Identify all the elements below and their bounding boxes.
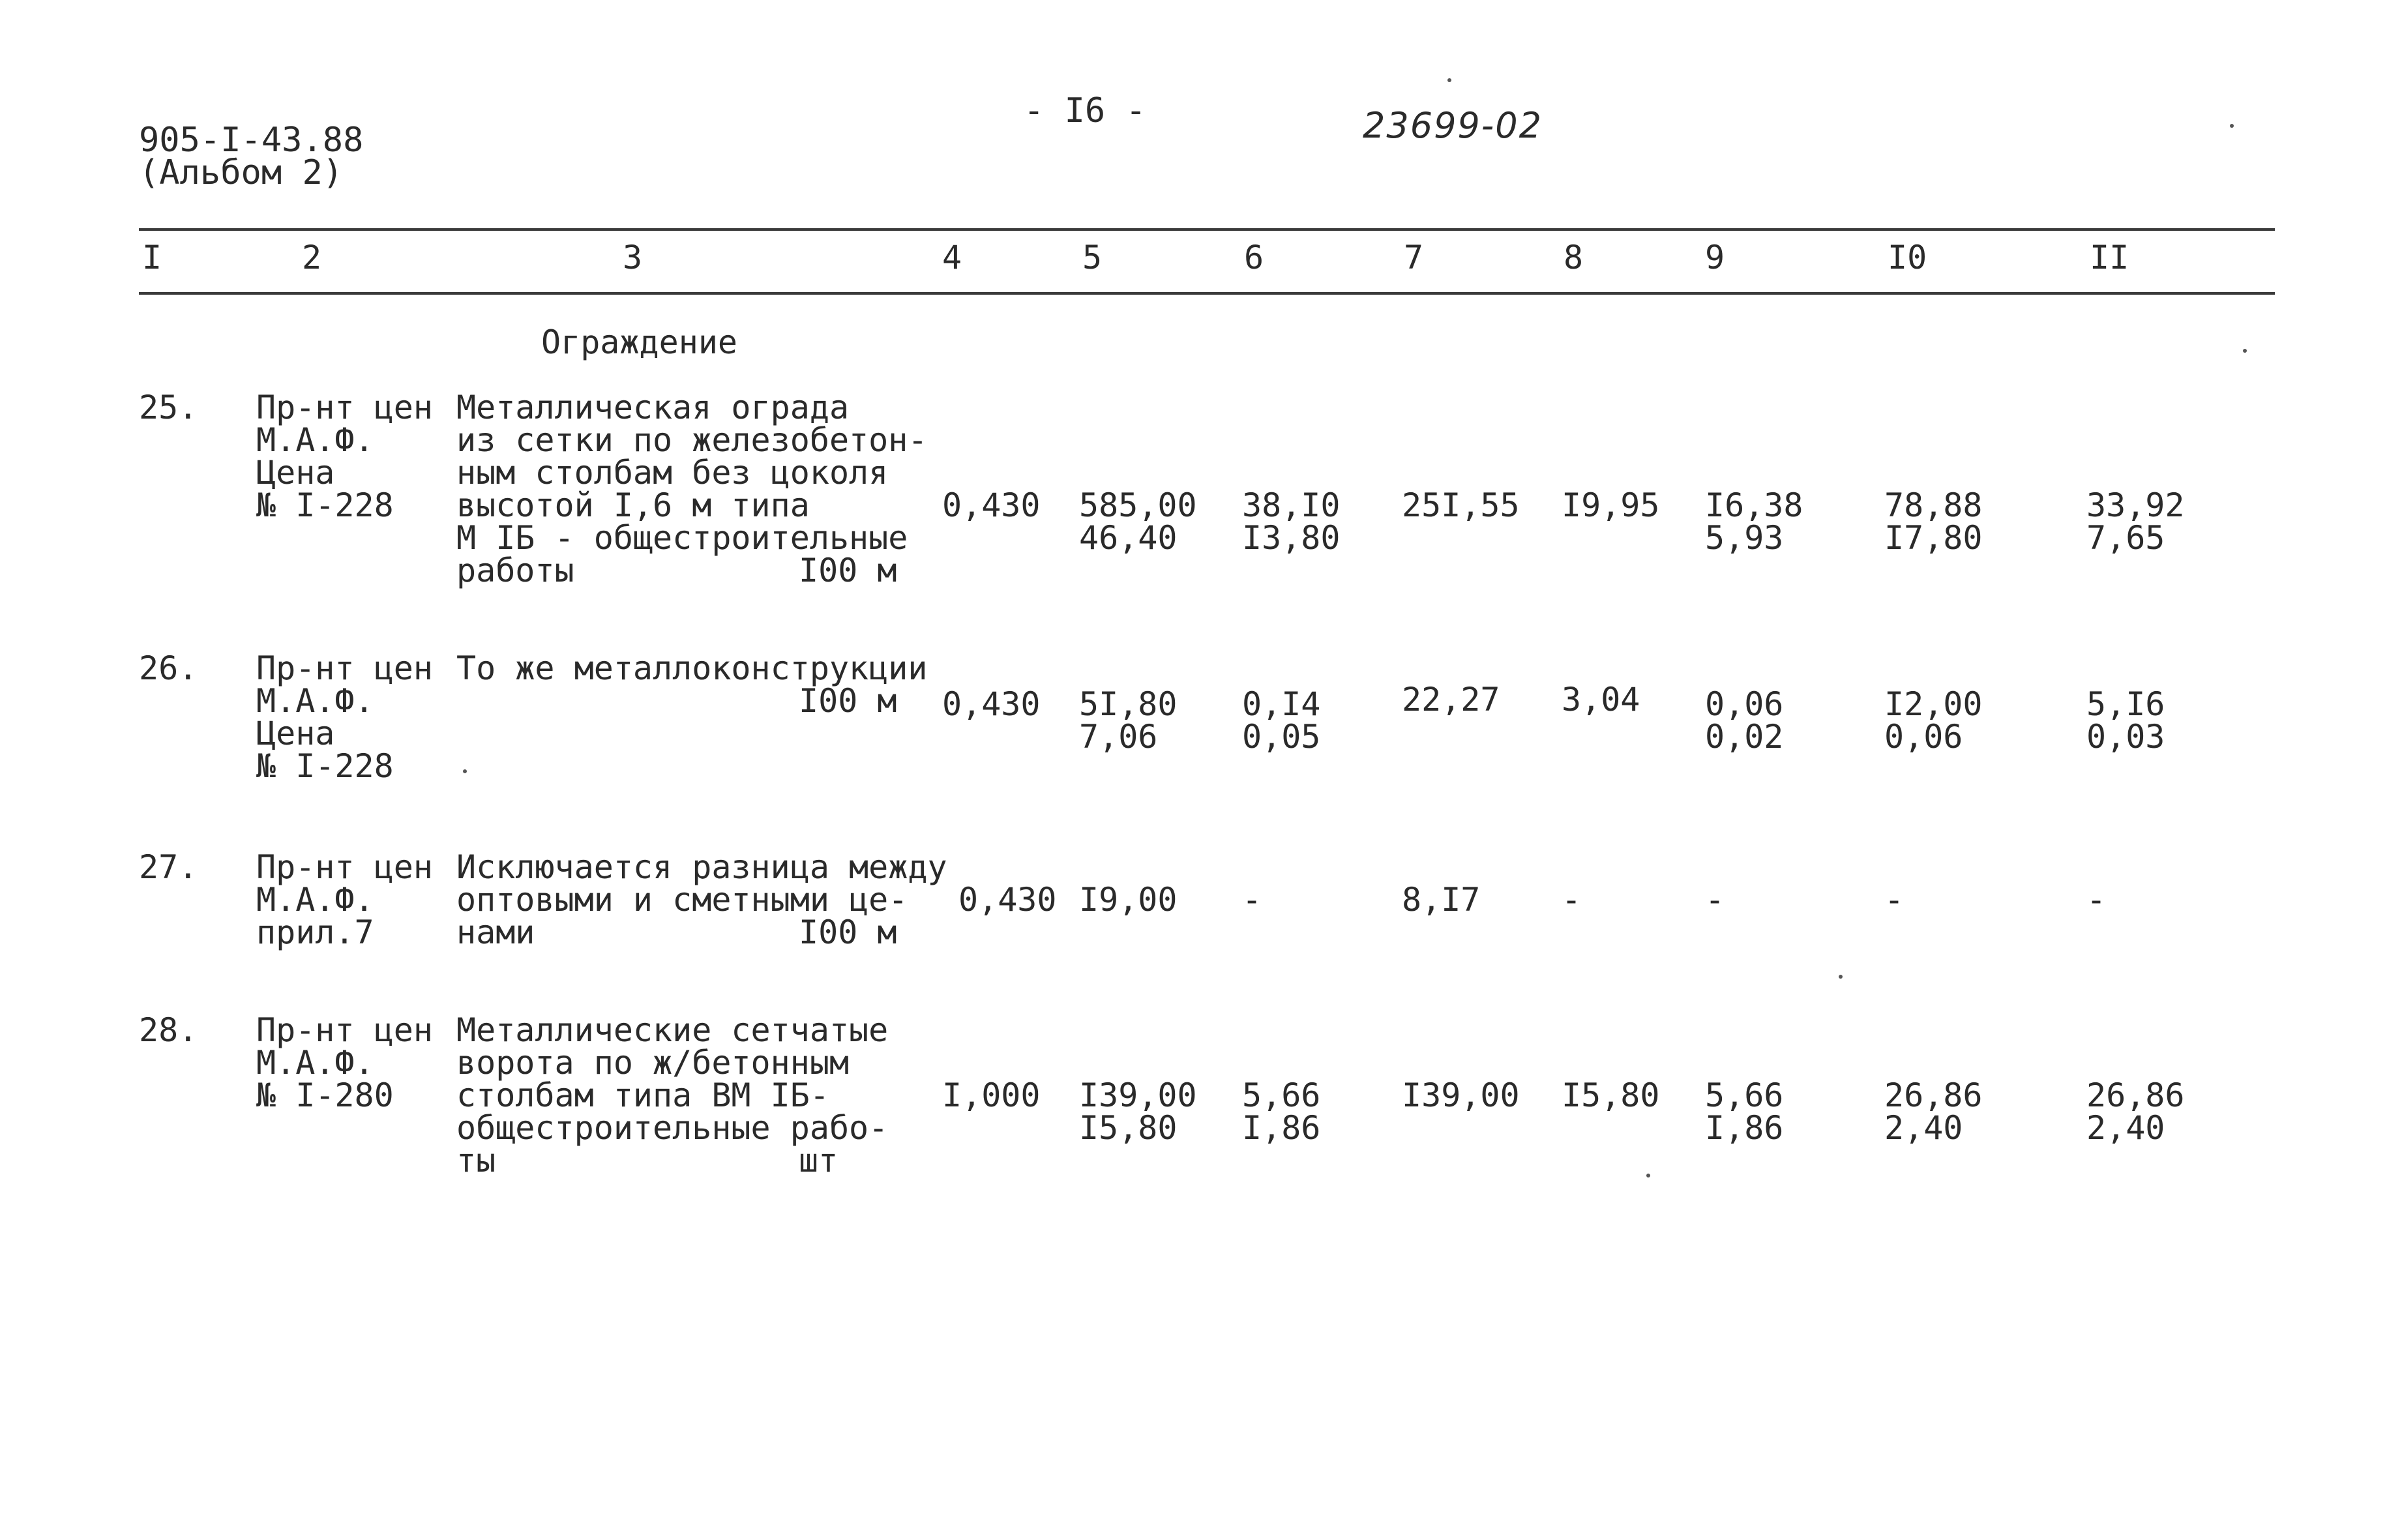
row-quantity: 0,430 — [942, 486, 1041, 524]
row-unit: шт — [799, 1142, 838, 1179]
cell-line: работы — [456, 552, 574, 589]
row-col8: I9,95 — [1562, 486, 1660, 524]
cell-line: 38,I0 — [1242, 486, 1341, 524]
cell-line: М.А.Ф. — [256, 682, 374, 720]
row-col9 — [1705, 881, 1725, 919]
row-col6 — [1242, 685, 1321, 756]
row-number: 27. — [139, 848, 198, 886]
row-col6 — [1242, 1076, 1321, 1147]
row-col5 — [1079, 881, 1178, 919]
row-unit: I00 м — [799, 552, 897, 589]
cell-line: - — [2086, 881, 2107, 919]
cell-line: Пр-нт цен — [256, 848, 433, 886]
row-number: 25. — [139, 389, 198, 426]
cell-line: 5,I6 — [2086, 685, 2165, 723]
cell-line: 26,86 — [2086, 1076, 2185, 1114]
row-quantity: I,000 — [942, 1076, 1041, 1114]
cell-line: М.А.Ф. — [256, 881, 374, 919]
scan-speck — [2243, 349, 2247, 353]
cell-line: М.А.Ф. — [256, 421, 374, 459]
cell-line: Металлические сетчатые — [456, 1011, 889, 1049]
cell-line: 46,40 — [1079, 519, 1178, 557]
row-col10 — [1884, 685, 1983, 756]
row-col5 — [1079, 486, 1197, 557]
row-col7: 25I,55 — [1402, 486, 1520, 524]
row-col9 — [1705, 685, 1784, 756]
cell-line: Пр-нт цен — [256, 389, 433, 426]
row-quantity: 0,430 — [942, 685, 1041, 723]
cell-line: 5,66 — [1705, 1076, 1784, 1114]
row-basis — [256, 848, 433, 951]
row-col7: 22,27 — [1402, 681, 1500, 718]
cell-line: I7,80 — [1884, 519, 1983, 557]
cell-line: 0,06 — [1884, 718, 1963, 756]
row-col7: I39,00 — [1402, 1076, 1520, 1114]
row-col6 — [1242, 881, 1262, 919]
cell-line: Исключается разница между — [456, 848, 947, 886]
cell-line: № I-228 — [256, 747, 394, 785]
row-col11 — [2086, 881, 2107, 919]
row-col6 — [1242, 486, 1341, 557]
row-col11 — [2086, 1076, 2185, 1147]
cell-line: нами — [456, 913, 535, 951]
row-col11 — [2086, 486, 2185, 557]
row-col5 — [1079, 685, 1178, 756]
row-col8: 3,04 — [1562, 681, 1640, 718]
row-number: 28. — [139, 1011, 198, 1049]
cell-line: I9,00 — [1079, 881, 1178, 919]
row-col8: - — [1562, 881, 1582, 919]
section-title: Ограждение — [541, 323, 738, 361]
row-number: 26. — [139, 649, 198, 687]
cell-line: высотой I,6 м типа — [456, 486, 810, 524]
cell-line: I3,80 — [1242, 519, 1341, 557]
row-basis — [256, 391, 433, 522]
cell-line: - — [1884, 881, 1905, 919]
cell-line: То же металлоконструкции — [456, 649, 928, 687]
row-col9 — [1705, 486, 1803, 557]
column-number-7: 7 — [1404, 239, 1424, 276]
cell-line: 0,05 — [1242, 718, 1321, 756]
row-col7: 8,I7 — [1402, 881, 1481, 919]
cell-line: 5,93 — [1705, 519, 1784, 557]
row-col10 — [1884, 1076, 1983, 1147]
scan-speck — [463, 769, 467, 773]
column-number-8: 8 — [1564, 239, 1584, 276]
cell-line: столбам типа ВМ IБ- — [456, 1076, 829, 1114]
table-header-bottom-rule — [139, 292, 2275, 295]
cell-line: 0,02 — [1705, 718, 1784, 756]
cell-line: из сетки по железобетон- — [456, 421, 928, 459]
cell-line: Цена — [256, 454, 335, 492]
column-number-11: II — [2090, 239, 2129, 276]
cell-line: Пр-нт цен — [256, 649, 433, 687]
cell-line: 5I,80 — [1079, 685, 1178, 723]
row-col11 — [2086, 685, 2165, 756]
row-col5 — [1079, 1076, 1197, 1147]
row-col9 — [1705, 1076, 1784, 1147]
handwritten-stamp: 23699-02 — [1363, 105, 1543, 146]
cell-line: I5,80 — [1079, 1109, 1178, 1147]
row-basis — [256, 1011, 433, 1114]
cell-line: 7,06 — [1079, 718, 1158, 756]
cell-line: ворота по ж/бетонным — [456, 1044, 850, 1082]
column-number-5: 5 — [1082, 239, 1103, 276]
cell-line: 7,65 — [2086, 519, 2165, 557]
column-number-10: I0 — [1888, 239, 1927, 276]
cell-line: 5,66 — [1242, 1076, 1321, 1114]
cell-line: прил.7 — [256, 913, 374, 951]
cell-line: общестроительные рабо- — [456, 1109, 889, 1147]
document-number: 905-I-43.88 — [139, 121, 364, 160]
cell-line: ты — [456, 1142, 496, 1179]
cell-line: 585,00 — [1079, 486, 1197, 524]
cell-line: 33,92 — [2086, 486, 2185, 524]
row-col10 — [1884, 486, 1983, 557]
cell-line: Пр-нт цен — [256, 1011, 433, 1049]
cell-line: I39,00 — [1079, 1076, 1197, 1114]
row-quantity: 0,430 — [958, 881, 1057, 919]
scan-speck — [1839, 975, 1843, 979]
row-unit: I00 м — [799, 913, 897, 951]
cell-line: - — [1705, 881, 1725, 919]
column-number-2: 2 — [302, 239, 322, 276]
cell-line: I6,38 — [1705, 486, 1803, 524]
cell-line: I,86 — [1242, 1109, 1321, 1147]
row-unit: I00 м — [799, 682, 897, 720]
cell-line: I2,00 — [1884, 685, 1983, 723]
cell-line: Металлическая ограда — [456, 389, 850, 426]
cell-line: 2,40 — [1884, 1109, 1963, 1147]
cell-line: Цена — [256, 715, 335, 752]
cell-line: ным столбам без цоколя — [456, 454, 889, 492]
scan-speck — [1447, 78, 1451, 82]
scan-speck — [1646, 1174, 1650, 1177]
scan-speck — [2230, 124, 2234, 128]
column-number-6: 6 — [1244, 239, 1264, 276]
cell-line: М.А.Ф. — [256, 1044, 374, 1082]
cell-line: 0,I4 — [1242, 685, 1321, 723]
cell-line: 26,86 — [1884, 1076, 1983, 1114]
table-top-rule — [139, 228, 2275, 231]
column-number-4: 4 — [942, 239, 962, 276]
cell-line: № I-280 — [256, 1076, 394, 1114]
cell-line: I,86 — [1705, 1109, 1784, 1147]
cell-line: 2,40 — [2086, 1109, 2165, 1147]
cell-line: 78,88 — [1884, 486, 1983, 524]
cell-line: 0,06 — [1705, 685, 1784, 723]
row-col10 — [1884, 881, 1905, 919]
album-label: (Альбом 2) — [139, 153, 344, 192]
column-number-9: 9 — [1705, 239, 1725, 276]
cell-line: М IБ - общестроительные — [456, 519, 908, 557]
column-number-3: 3 — [623, 239, 643, 276]
page-number: - I6 - — [1024, 91, 1146, 130]
row-col8: I5,80 — [1562, 1076, 1660, 1114]
cell-line: 0,03 — [2086, 718, 2165, 756]
column-number-1: I — [142, 239, 162, 276]
row-description — [456, 649, 928, 687]
cell-line: - — [1242, 881, 1262, 919]
cell-line: № I-228 — [256, 486, 394, 524]
cell-line: оптовыми и сметными це- — [456, 881, 908, 919]
row-basis — [256, 649, 433, 785]
